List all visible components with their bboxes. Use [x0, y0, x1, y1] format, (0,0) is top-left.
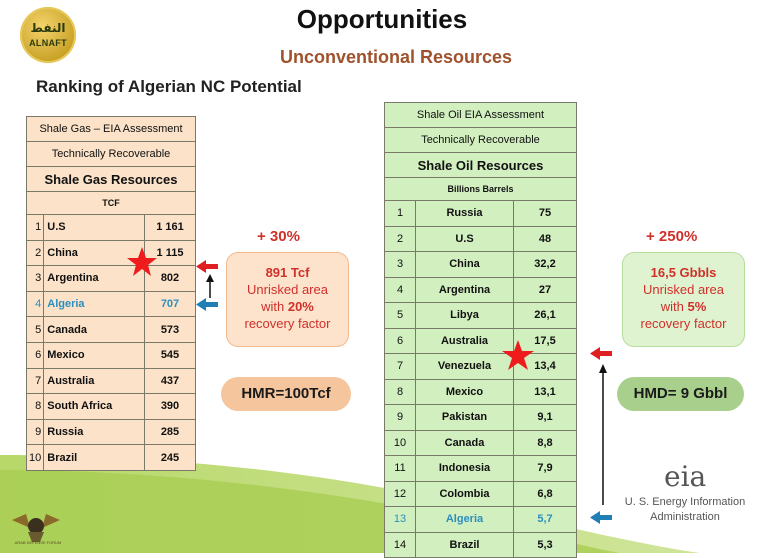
gas-cell-value: 1 115	[145, 240, 196, 266]
defense-forum-text: ARAB DEFENSE FORUM	[14, 540, 62, 545]
gas-cell-value: 437	[145, 368, 196, 394]
oil-cell-country: Libya	[416, 303, 514, 329]
logo-arabic-text: النفط	[30, 21, 66, 35]
oil-cell-country: U.S	[416, 226, 514, 252]
gas-cell-rank: 7	[27, 368, 44, 394]
oil-cell-country: Argentina	[416, 277, 514, 303]
gas-cell-country: China	[44, 240, 145, 266]
gas-cell-country: Canada	[44, 317, 145, 343]
oil-cell-country: China	[416, 252, 514, 278]
gas-star-icon	[127, 247, 157, 276]
gas-cell-rank: 5	[27, 317, 44, 343]
oil-cell-country: Mexico	[416, 379, 514, 405]
gas-cell-rank: 8	[27, 394, 44, 420]
gas-cell-value: 573	[145, 317, 196, 343]
oil-cell-country: Pakistan	[416, 405, 514, 431]
oil-cell-country: Colombia	[416, 481, 514, 507]
gas-cell-country: Australia	[44, 368, 145, 394]
oil-box-line2: Unrisked area	[643, 282, 724, 297]
gas-box-line2: Unrisked area	[247, 282, 328, 297]
gas-box-line1: 891 Tcf	[265, 265, 310, 280]
oil-cell-value: 75	[514, 201, 577, 227]
oil-cell-value: 27	[514, 277, 577, 303]
oil-cell-value: 32,2	[514, 252, 577, 278]
gas-cell-country: Algeria	[44, 291, 145, 317]
gas-increase: + 30%	[257, 228, 300, 245]
oil-unit: Billions Barrels	[385, 178, 577, 201]
gas-cell-country: U.S	[44, 215, 145, 241]
oil-cell-value: 26,1	[514, 303, 577, 329]
gas-cell-rank: 4	[27, 291, 44, 317]
gas-red-arrow-icon	[196, 260, 218, 273]
oil-box-line3-bold: 5%	[687, 299, 707, 314]
gas-cell-rank: 1	[27, 215, 44, 241]
oil-hmd-pill: HMD= 9 Gbbl	[617, 377, 744, 411]
gas-header-1: Shale Gas – EIA Assessment	[27, 117, 196, 142]
oil-cell-rank: 4	[385, 277, 416, 303]
eia-caption	[610, 495, 760, 525]
logo-english-text: ALNAFT	[29, 38, 67, 48]
gas-cell-country: Argentina	[44, 266, 145, 292]
oil-cell-rank: 10	[385, 430, 416, 456]
gas-cell-value: 1 161	[145, 215, 196, 241]
oil-cell-country: Australia	[416, 328, 514, 354]
oil-box-line3-pre: with	[660, 299, 688, 314]
gas-box-line3-pre: with	[261, 299, 288, 314]
oil-red-arrow-icon	[590, 347, 612, 360]
gas-cell-country: Russia	[44, 419, 145, 445]
oil-blue-arrow-icon	[590, 511, 612, 524]
oil-cell-rank: 1	[385, 201, 416, 227]
gas-cell-rank: 3	[27, 266, 44, 292]
gas-cell-value: 390	[145, 394, 196, 420]
oil-cell-country: Indonesia	[416, 456, 514, 482]
gas-cell-rank: 9	[27, 419, 44, 445]
gas-header-2: Technically Recoverable	[27, 142, 196, 167]
gas-cell-value: 285	[145, 419, 196, 445]
gas-cell-rank: 6	[27, 342, 44, 368]
section-heading: Ranking of Algerian NC Potential	[36, 77, 302, 96]
oil-cell-value: 5,3	[514, 532, 577, 558]
oil-cell-rank: 12	[385, 481, 416, 507]
oil-cell-rank: 9	[385, 405, 416, 431]
oil-cell-value: 6,8	[514, 481, 577, 507]
gas-cell-value: 245	[145, 445, 196, 471]
gas-cell-country: Mexico	[44, 342, 145, 368]
oil-cell-value: 13,1	[514, 379, 577, 405]
oil-cell-country: Russia	[416, 201, 514, 227]
oil-cell-value: 17,5	[514, 328, 577, 354]
oil-cell-rank: 7	[385, 354, 416, 380]
oil-cell-rank: 5	[385, 303, 416, 329]
gas-cell-country: Brazil	[44, 445, 145, 471]
oil-header-1: Shale Oil EIA Assessment	[385, 103, 577, 128]
gas-cell-value: 545	[145, 342, 196, 368]
oil-cell-value: 5,7	[514, 507, 577, 533]
oil-cell-country: Algeria	[416, 507, 514, 533]
oil-cell-country: Venezuela	[416, 354, 514, 380]
gas-cell-rank: 2	[27, 240, 44, 266]
gas-cell-country: South Africa	[44, 394, 145, 420]
oil-increase: + 250%	[646, 228, 698, 245]
gas-box-line4: recovery factor	[244, 316, 331, 331]
oil-cell-country: Canada	[416, 430, 514, 456]
gas-hmr-pill: HMR=100Tcf	[221, 377, 351, 411]
oil-cell-value: 8,8	[514, 430, 577, 456]
gas-header-3: Shale Gas Resources	[27, 167, 196, 192]
page-subtitle: Unconventional Resources	[279, 47, 513, 67]
oil-cell-rank: 2	[385, 226, 416, 252]
oil-up-arrow-icon	[599, 364, 607, 505]
oil-cell-value: 13,4	[514, 354, 577, 380]
eia-caption-line1: U. S. Energy Information	[624, 496, 746, 508]
gas-up-arrow-icon	[206, 274, 214, 298]
gas-cell-value: 802	[145, 266, 196, 292]
oil-cell-rank: 3	[385, 252, 416, 278]
gas-box-line3-bold: 20%	[287, 299, 314, 314]
oil-cell-rank: 14	[385, 532, 416, 558]
gas-unit: TCF	[27, 192, 196, 215]
page-title: Opportunities	[296, 4, 468, 34]
oil-box-line4: recovery factor	[640, 316, 727, 331]
oil-header-3: Shale Oil Resources	[385, 153, 577, 178]
oil-cell-value: 9,1	[514, 405, 577, 431]
oil-header-2: Technically Recoverable	[385, 128, 577, 153]
oil-box-line1: 16,5 Gbbls	[650, 265, 717, 280]
gas-cell-rank: 10	[27, 445, 44, 471]
eia-caption-line2: Administration	[650, 511, 720, 523]
oil-cell-value: 48	[514, 226, 577, 252]
oil-cell-rank: 6	[385, 328, 416, 354]
oil-cell-rank: 11	[385, 456, 416, 482]
eia-logo: eia	[664, 460, 707, 493]
oil-cell-value: 7,9	[514, 456, 577, 482]
oil-star-icon	[502, 340, 534, 370]
oil-cell-country: Brazil	[416, 532, 514, 558]
oil-cell-rank: 8	[385, 379, 416, 405]
oil-cell-rank: 13	[385, 507, 416, 533]
gas-blue-arrow-icon	[196, 298, 218, 311]
gas-cell-value: 707	[145, 291, 196, 317]
